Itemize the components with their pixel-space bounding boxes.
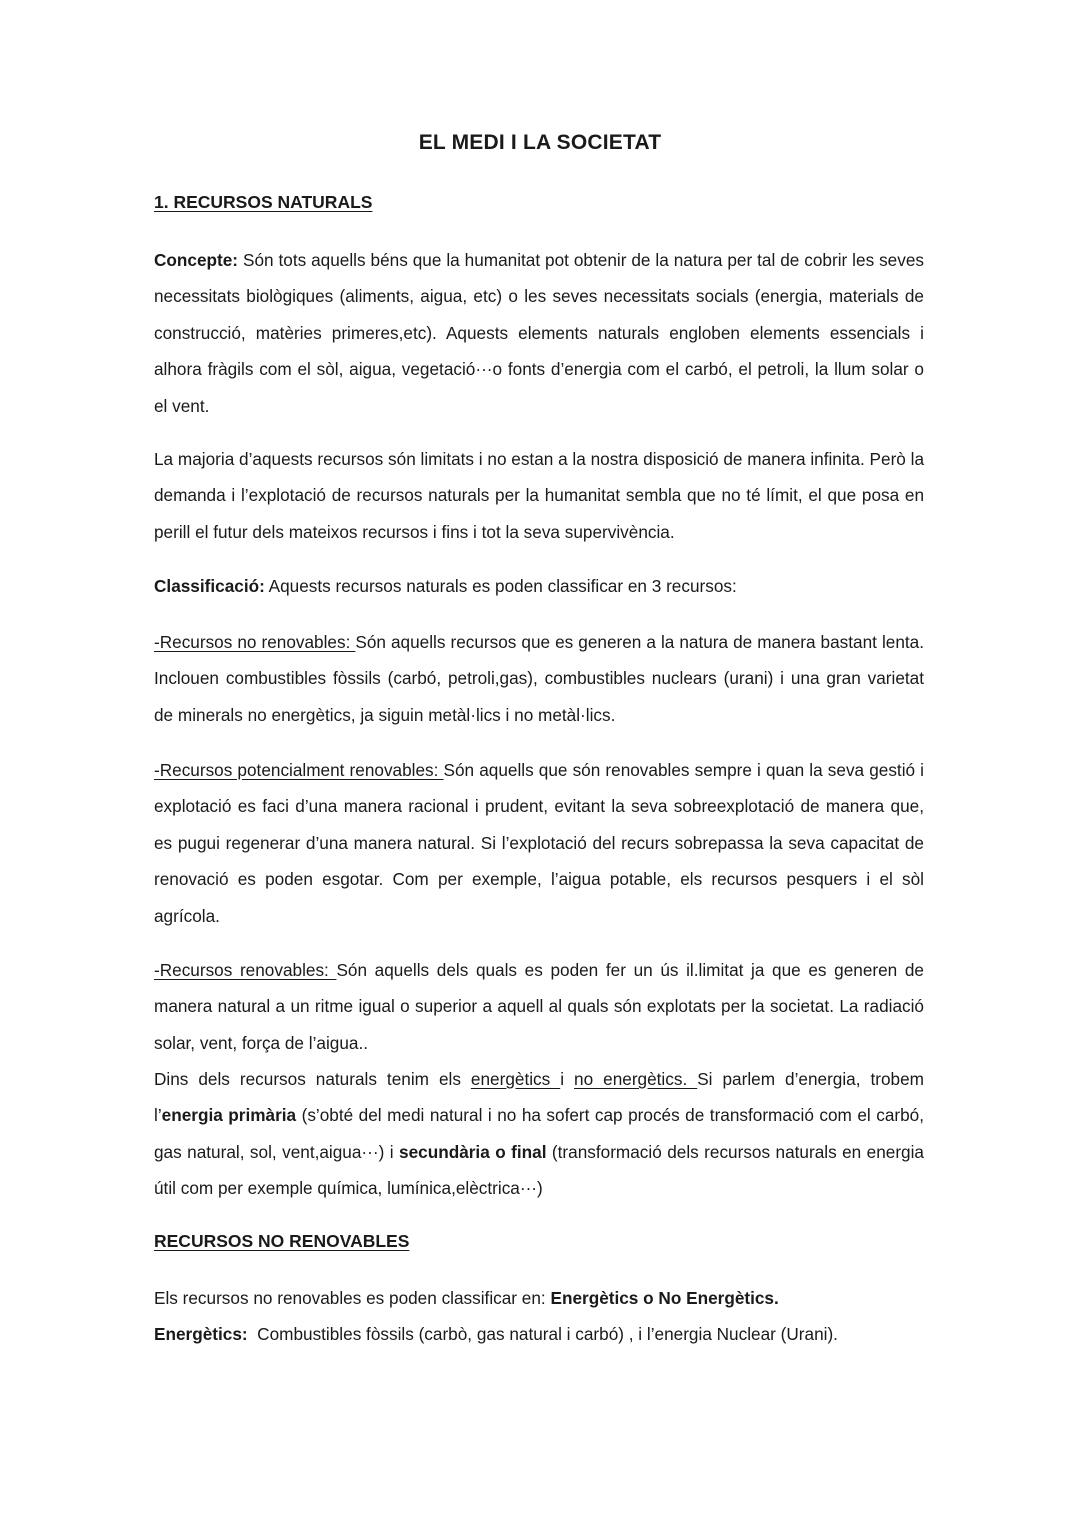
paragraph-energetics (154, 1316, 924, 1352)
concepte-text: Són tots aquells béns que la humanitat pot obtenir de la natura per tal de cobrir les seves necessitats biològiques (aliments, aigua, etc) o les seves necessitats socials (energia, materials de construcció, matèries primeres,etc). Aquests elements naturals engloben elements essencials i alhora fràgils com el sòl, aigua, vegetació···o fonts d’energia com el carbó, el petroli, la llum solar o el vent. (154, 250, 924, 416)
page-title: EL MEDI I LA SOCIETAT (418, 131, 662, 154)
no-renovables-label: -Recursos no renovables: (154, 632, 356, 652)
dins-text-3: Si parlem d’energia, trobem l’ (154, 1069, 924, 1126)
no-renovables-text: Són aquells recursos que es generen a la natura de manera bastant lenta. Inclouen combustibles fòssils (carbó, petroli,gas), combustibles nuclears (urani) i una gran varietat de minerals no energètics, ja siguin metàl·lics i no metàl·lics. (154, 632, 925, 725)
paragraph-renovables (154, 952, 924, 1061)
paragraph-no-renovables (154, 624, 924, 733)
section-heading-recursos-no-renovables: RECURSOS NO RENOVABLES (154, 1231, 410, 1251)
dins-text-1: Dins dels recursos naturals tenim els (154, 1069, 471, 1089)
dins-text-2: i (560, 1069, 575, 1089)
energetics-text: Combustibles fòssils (carbò, gas natural i carbó) , i l’energia Nuclear (Urani). (247, 1324, 838, 1344)
section-heading-recursos-naturals: 1. RECURSOS NATURALS (154, 192, 373, 212)
classificacio-label: Classificació: (154, 576, 265, 596)
renovables-label: -Recursos renovables: (154, 960, 337, 980)
concepte-label: Concepte: (154, 250, 239, 270)
classif-nr-bold: Energètics o No Energètics. (550, 1288, 779, 1308)
energetics-label: Energètics: (154, 1324, 248, 1344)
paragraph-classificacio (154, 568, 924, 604)
dins-text-4: (s’obté del medi natural i no ha sofert cap procés de transformació com el carbó, gas natural, sol, vent,aigua···) i (154, 1105, 924, 1162)
classificacio-text: Aquests recursos naturals es poden classificar en 3 recursos: (264, 576, 737, 596)
paragraph-concepte (154, 242, 924, 424)
dins-secundaria: secundària o final (399, 1141, 547, 1162)
paragraph-potencialment-renovables (154, 752, 924, 934)
paragraph-classificacio-nr (154, 1280, 924, 1316)
dins-energetics: energètics (470, 1069, 561, 1089)
paragraph-dins (154, 1061, 924, 1207)
potencialment-text: Són aquells que són renovables sempre i quan la seva gestió i explotació es faci d’una manera racional i prudent, evitant la seva sobreexplotació de manera que, es pugui regenerar d’una manera natural. Si l’explotació del recurs sobrepassa la seva capacitat de renovació es poden esgotar. Com per exemple, l’aigua potable, els recursos pesquers i el sòl agrícola. (154, 760, 925, 926)
renovables-text: Són aquells dels quals es poden fer un ús il.limitat ja que es generen de manera natural a un ritme igual o superior a aquell al quals són explotats per la societat. La radiació solar, vent, força de l’aigua.. (154, 960, 924, 1053)
classif-nr-text: Els recursos no renovables es poden classificar en: (154, 1288, 551, 1308)
potencialment-label: -Recursos potencialment renovables: (154, 760, 444, 780)
dins-no-energetics: no energètics. (574, 1069, 698, 1089)
dins-text-5: (transformació dels recursos naturals en energia útil com per exemple química, lumínica,elèctrica···) (154, 1141, 924, 1199)
paragraph-majoria: La majoria d’aquests recursos són limitats i no estan a la nostra disposició de manera infinita. Però la demanda i l’explotació de recursos naturals per la humanitat sembla que no té límit, el que posa en perill el futur dels mateixos recursos i fins i tot la seva supervivència. (154, 449, 925, 542)
dins-energia-primaria: energia primària (161, 1105, 297, 1126)
